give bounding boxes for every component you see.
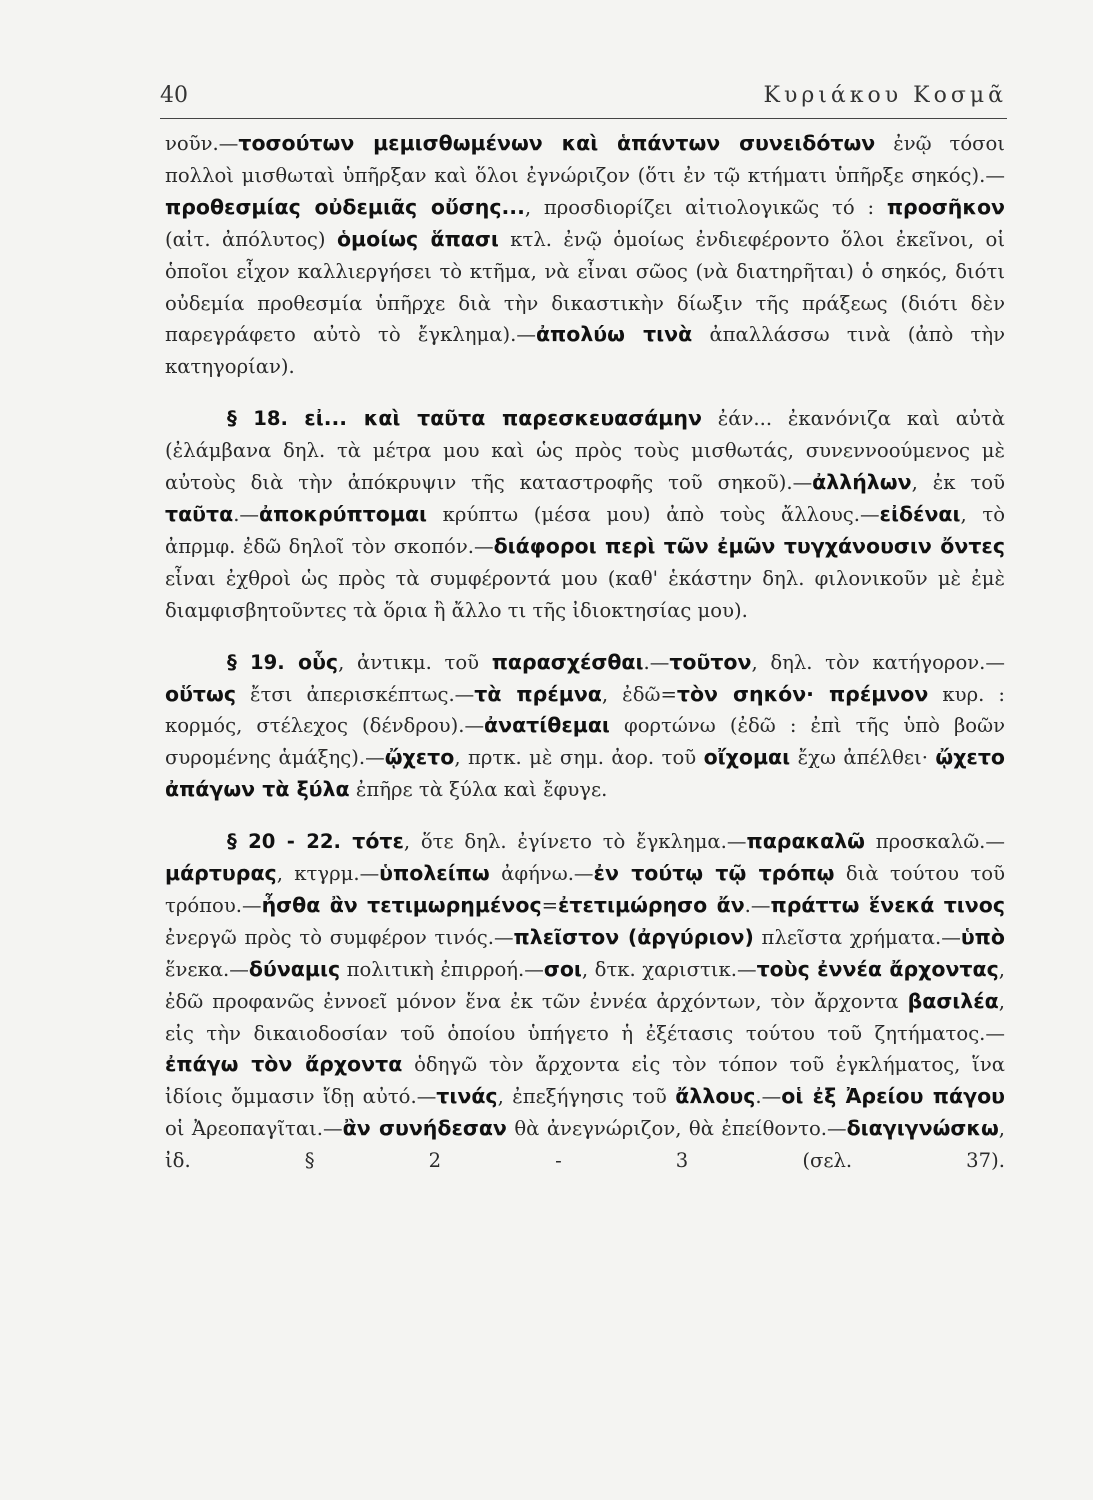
gloss-text: ἀφήνω.— xyxy=(489,862,594,886)
lemma-term: ἂν συνήδεσαν xyxy=(342,1116,507,1141)
lemma-term: προθεσμίας οὐδεμιᾶς οὔσης... xyxy=(165,194,525,219)
gloss-text: , δηλ. τὸν κατήγορον.— xyxy=(751,650,1005,674)
paragraph-section-20-22 xyxy=(165,826,1005,1177)
gloss-text: προσκαλῶ.— xyxy=(864,830,1005,854)
gloss-text: .— xyxy=(744,893,771,917)
lemma-term: τοσούτων μεμισθωμένων καὶ ἁπάντων συνειδότων xyxy=(238,131,876,155)
running-title: Κυριάκου Κοσμᾶ xyxy=(763,83,1007,108)
lemma-term: προσῆκον xyxy=(886,194,1005,219)
lemma-term: τὰ πρέμνα xyxy=(474,681,602,706)
lemma-term: ᾤχετο ἀπάγων τὰ ξύλα xyxy=(165,745,1005,802)
lemma-term: ἀποκρύπτομαι xyxy=(259,501,428,526)
running-head xyxy=(160,78,1007,110)
lemma-term: ἦσθα ἂν τετιμωρημένος xyxy=(261,892,542,917)
gloss-text: , ἰδ. § 2 - 3 (σελ. 37). xyxy=(165,1117,1006,1173)
gloss-text: , εἰς τὴν δικαιοδοσίαν τοῦ ὁποίου ὑπήγετο ἡ ἐξέτασις τούτου τοῦ ζητήματος.— xyxy=(165,989,1005,1045)
gloss-text: διὰ τούτου τοῦ τρόπου.— xyxy=(165,862,1005,917)
lemma-term: οἱ ἐξ Ἀρείου πάγου xyxy=(781,1084,1005,1109)
gloss-text: ἐάν... ἐκανόνιζα καὶ αὐτὰ (ἐλάμβανα δηλ. τὰ μέτρα μου καὶ ὡς πρὸς τοὺς μισθωτάς, συνεννοούμενος μὲ αὐτοὺς διὰ τὴν ἀπόκρυψιν τῆς καταστροφῆς τοῦ σηκοῦ).— xyxy=(165,407,1005,495)
gloss-text: .— xyxy=(233,502,260,526)
commentary-body xyxy=(165,128,1005,1177)
lemma-term: ἀνατίθεμαι xyxy=(484,713,610,738)
lemma-term: ᾤχετο xyxy=(384,745,455,770)
lemma-term: διαγιγνώσκω xyxy=(846,1116,999,1141)
lemma-term: ὑπολείπω xyxy=(379,861,490,886)
lemma-term: ταῦτα xyxy=(165,501,234,526)
lemma-term: πλεῖστον (ἀργύριον) xyxy=(513,924,754,949)
gloss-text: φορτώνω (ἐδῶ : ἐπὶ τῆς ὑπὸ βοῶν συρομένης ἁμάξης).— xyxy=(165,714,1005,770)
gloss-text: ὁδηγῶ τὸν ἄρχοντα εἰς τὸν τόπον τοῦ ἐγκλήματος, ἵνα ἰδίοις ὄμμασιν ἴδῃ αὐτό.— xyxy=(165,1053,1006,1109)
lemma-term: παρακαλῶ xyxy=(746,829,865,854)
gloss-text: , κτγρμ.— xyxy=(276,862,380,886)
header-rule xyxy=(160,118,1007,119)
lemma-term: μάρτυρας xyxy=(165,861,277,886)
lemma-term: εἰ... καὶ ταῦτα παρεσκευασάμην xyxy=(304,406,702,431)
gloss-text: ἐπῆρε τὰ ξύλα καὶ ἔφυγε. xyxy=(349,778,608,802)
lemma-term: διάφοροι περὶ τῶν ἐμῶν τυγχάνουσιν ὄντες xyxy=(493,533,1005,558)
gloss-text: , δτκ. χαριστικ.— xyxy=(581,957,757,981)
lemma-term: εἰδέναι xyxy=(879,501,961,526)
lemma-term: οὕτως xyxy=(165,681,236,706)
lemma-term: τινάς xyxy=(436,1084,498,1109)
lemma-term: τὸν σηκόν· πρέμνον xyxy=(676,681,929,706)
lemma-term: σοι xyxy=(543,956,582,981)
lemma-term: ἐπάγω τὸν ἄρχοντα xyxy=(165,1052,403,1077)
lemma-term: ὑπὸ xyxy=(960,924,1005,949)
gloss-text: πολιτικὴ ἐπιρροή.— xyxy=(340,957,544,981)
gloss-text: ἐνῷ τόσοι πολλοὶ μισθωταὶ ὑπῆρξαν καὶ ὅλοι ἐγνώριζον (ὅτι ἐν τῷ κτήματι ὑπῆρξε σηκός).— xyxy=(165,132,1005,187)
paragraph-section-18 xyxy=(165,403,1005,626)
gloss-text: νοῦν.— xyxy=(165,132,239,155)
gloss-text: , ἐδῶ προφανῶς ἐννοεῖ μόνον ἕνα ἐκ τῶν ἐννέα ἀρχόντων, τὸν ἄρχοντα xyxy=(165,957,1005,1013)
gloss-text: ἔτσι ἀπερισκέπτως.— xyxy=(235,682,475,706)
lemma-term: παρασχέσθαι xyxy=(491,649,644,674)
lemma-term: τοὺς ἐννέα ἄρχοντας xyxy=(756,956,999,981)
gloss-text: πλεῖστα χρήματα.— xyxy=(753,925,961,949)
lemma-term: οἴχομαι xyxy=(703,745,791,770)
lemma-term: πράττω ἕνεκά τινος xyxy=(770,892,1005,917)
gloss-text: .— xyxy=(755,1085,782,1109)
gloss-text: ἔχω ἀπέλθει· xyxy=(790,746,936,770)
lemma-term: ἀλλήλων xyxy=(812,470,912,495)
gloss-text: , ἐδῶ= xyxy=(601,682,677,706)
gloss-text: , ὅτε δηλ. ἐγίνετο τὸ ἔγκλημα.— xyxy=(403,830,747,854)
gloss-text: ἐνεργῶ πρὸς τὸ συμφέρον τινός.— xyxy=(165,925,514,949)
lemma-term: τότε xyxy=(352,829,404,854)
gloss-text: ἀπαλλάσσω τινὰ (ἀπὸ τὴν κατηγορίαν). xyxy=(165,323,1005,379)
gloss-text: , πρτκ. μὲ σημ. ἀορ. τοῦ xyxy=(454,746,704,770)
gloss-text: (αἰτ. ἀπόλυτος) xyxy=(165,227,337,251)
lemma-term: οὗς xyxy=(298,649,339,674)
page-number: 40 xyxy=(160,83,188,108)
gloss-text: εἶναι ἐχθροὶ ὡς πρὸς τὰ συμφέροντά μου (καθ' ἑκάστην δηλ. φιλονικοῦν μὲ ἐμὲ διαμφισβητοῦντες τὰ ὅρια ἢ ἄλλο τι τῆς ἰδιοκτησίας μου). xyxy=(165,566,1005,622)
paragraph-intro xyxy=(165,128,1005,383)
gloss-text: , ἐκ τοῦ xyxy=(911,471,1005,495)
gloss-text: , ἐπεξήγησις τοῦ xyxy=(497,1085,676,1109)
gloss-text: = xyxy=(541,893,559,917)
gloss-text: , ἀντικμ. τοῦ xyxy=(338,650,492,674)
gloss-text: ἕνεκα.— xyxy=(165,957,249,981)
lemma-term: βασιλέα xyxy=(907,988,999,1013)
section-marker: § 18. xyxy=(227,407,305,431)
gloss-text: οἱ Ἀρεοπαγῖται.— xyxy=(165,1117,343,1141)
lemma-term: ἐν τούτῳ τῷ τρόπῳ xyxy=(593,861,835,886)
gloss-text: , τὸ ἀπρμφ. ἐδῶ δηλοῖ τὸν σκοπόν.— xyxy=(165,502,1006,558)
paragraph-section-19 xyxy=(165,647,1005,807)
gloss-text: κτλ. ἐνῷ ὁμοίως ἐνδιεφέροντο ὅλοι ἐκεῖνοι, οἱ ὁποῖοι εἶχον καλλιεργήσει τὸ κτῆμα, νὰ εἶναι σῶος (νὰ διατηρῆται) ὁ σηκός, διότι οὐδεμία προθεσμία ὑπῆρχε διὰ τὴν δικαστικὴν δίωξιν τῆς πράξεως (διότι δὲν παρεγράφετο αὐτὸ τὸ ἔγκλημα).— xyxy=(165,227,1005,347)
gloss-text: .— xyxy=(643,650,670,674)
section-marker: § 20 - 22. xyxy=(227,830,353,854)
lemma-term: ἐτετιμώρησο ἄν xyxy=(558,892,745,917)
gloss-text: θὰ ἀνεγνώριζον, θὰ ἐπείθοντο.— xyxy=(506,1117,847,1141)
gloss-text: κυρ. : κορμός, στέλεχος (δένδρου).— xyxy=(165,682,1005,738)
gloss-text: , προσδιορίζει αἰτιολογικῶς τό : xyxy=(524,195,887,219)
lemma-term: ἄλλους xyxy=(675,1084,756,1109)
section-marker: § 19. xyxy=(227,650,298,674)
lemma-term: ὁμοίως ἅπασι xyxy=(336,226,499,251)
lemma-term: ἀπολύω τινὰ xyxy=(535,322,693,347)
gloss-text: κρύπτω (μέσα μου) ἀπὸ τοὺς ἄλλους.— xyxy=(427,502,880,526)
lemma-term: τοῦτον xyxy=(669,649,752,674)
lemma-term: δύναμις xyxy=(248,956,341,981)
